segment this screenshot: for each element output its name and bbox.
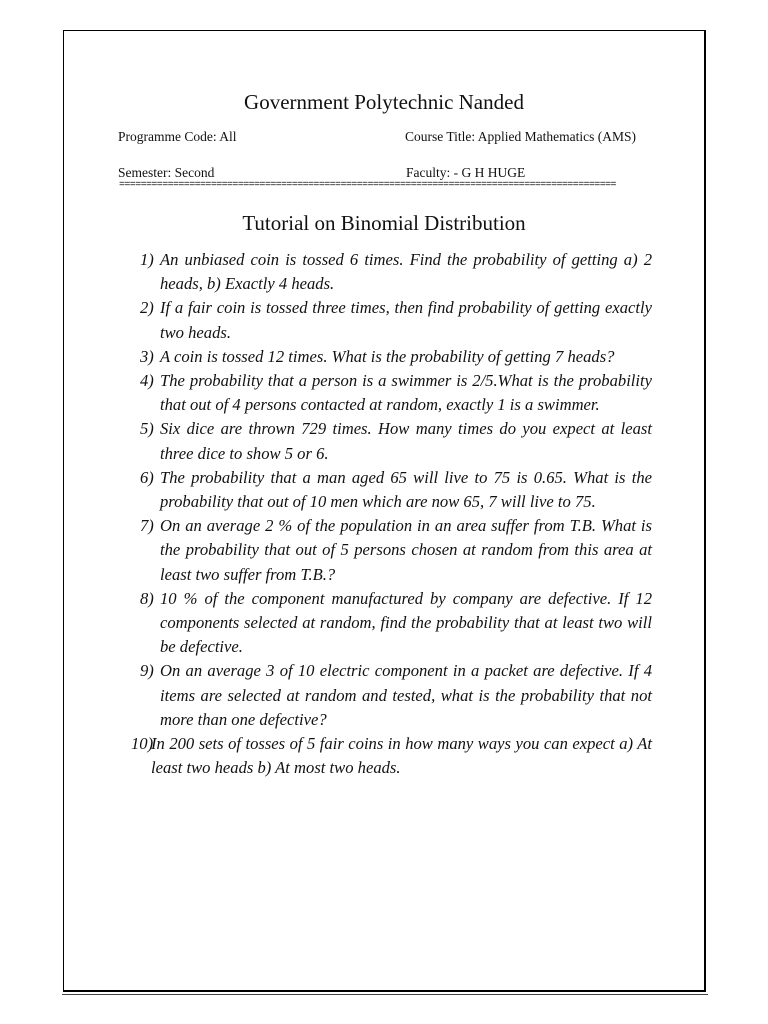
question-item <box>120 659 652 732</box>
question-item <box>120 732 652 780</box>
course-title: Course Title: Applied Mathematics (AMS) <box>405 129 636 144</box>
question-item <box>120 248 652 296</box>
page-bottom-rule <box>62 994 708 995</box>
header-divider: ============================================================================================ <box>119 181 616 191</box>
question-text: A coin is tossed 12 times. What is the probability of getting 7 heads? <box>160 346 615 366</box>
question-item <box>120 369 652 417</box>
question-number: 10) <box>131 734 154 754</box>
question-item <box>120 296 652 344</box>
question-number: 1) <box>140 250 154 269</box>
question-number: 9) <box>140 661 154 681</box>
question-list <box>120 248 652 780</box>
question-number: 7) <box>140 516 154 536</box>
question-text: The probability that a man aged 65 will live to 75 is 0.65. What is the probability that out of 10 men which are now 65, 7 will live to 75. <box>160 467 652 512</box>
faculty: Faculty: - G H HUGE <box>406 165 526 180</box>
question-item <box>120 466 652 514</box>
question-number: 5) <box>140 419 154 439</box>
question-text: On an average 3 of 10 electric component in a packet are defective. If 4 items are selected at random and tested, what is the probability that not more than one defective? <box>160 661 652 729</box>
question-text: If a fair coin is tossed three times, then find probability of getting exactly two heads. <box>160 298 652 342</box>
question-item <box>120 417 652 465</box>
question-number: 8) <box>140 588 154 608</box>
question-item <box>120 345 652 369</box>
semester: Semester: Second <box>118 165 215 180</box>
question-number: 4) <box>140 371 154 391</box>
programme-code: Programme Code: All <box>118 129 237 144</box>
question-text: Six dice are thrown 729 times. How many times do you expect at least three dice to show 5 or 6. <box>160 419 652 463</box>
question-item <box>120 587 652 660</box>
institution-title: Government Polytechnic Nanded <box>244 90 524 114</box>
tutorial-title: Tutorial on Binomial Distribution <box>242 211 526 235</box>
question-item <box>120 514 652 587</box>
question-number: 2) <box>140 298 154 318</box>
question-text: 10 % of the component manufactured by company are defective. If 12 components selected at random, find the probability that at least two will be defective. <box>160 588 652 657</box>
question-text: The probability that a person is a swimmer is 2/5.What is the probability that out of 4 persons contacted at random, exactly 1 is a swimmer. <box>160 371 652 415</box>
question-number: 6) <box>140 467 154 487</box>
document-page <box>63 30 706 992</box>
question-text: In 200 sets of tosses of 5 fair coins in how many ways you can expect a) At least two heads b) At most two heads. <box>151 734 652 778</box>
question-text: On an average 2 % of the population in an area suffer from T.B. What is the probability that out of 5 persons chosen at random from this area at least two suffer from T.B.? <box>160 516 652 584</box>
question-text: An unbiased coin is tossed 6 times. Find the probability of getting a) 2 heads, b) Exactly 4 heads. <box>160 250 652 294</box>
question-number: 3) <box>140 346 154 366</box>
